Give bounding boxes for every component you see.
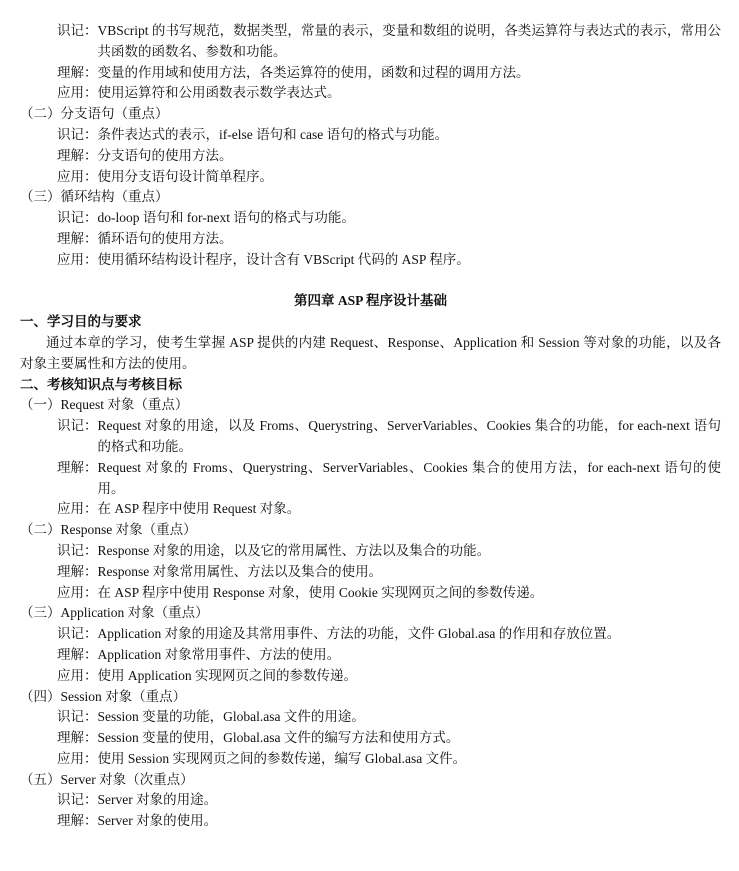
item-label: 理解： [57,147,98,163]
item-text: Application 对象的用途及其常用事件、方法的功能，文件 Global.asa 的作用和存放位置。 [97,626,621,642]
list-item [20,229,721,250]
item-text: do-loop 语句和 for-next 语句的格式与功能。 [97,210,355,226]
item-text: Session 变量的使用，Global.asa 文件的编写方法和使用方式。 [97,730,460,746]
list-item [20,790,721,811]
item-text: 在 ASP 程序中使用 Request 对象。 [97,501,301,517]
section-heading-request: （一）Request 对象（重点） [20,397,189,413]
goal-heading: 一、学习目的与要求 [20,314,142,330]
item-text: Session 变量的功能，Global.asa 文件的用途。 [97,709,365,725]
item-text: 条件表达式的表示，if-else 语句和 case 语句的格式与功能。 [97,126,449,142]
section-heading-loop: （三）循环结构（重点） [20,189,169,205]
item-label: 识记： [57,126,98,142]
list-item [20,208,721,229]
item-label: 理解： [57,64,98,80]
item-text: 循环语句的使用方法。 [97,230,233,246]
item-label: 应用： [57,251,98,267]
list-item [20,541,721,562]
item-text: 使用分支语句设计简单程序。 [97,168,273,184]
item-text: Application 对象常用事件、方法的使用。 [97,646,341,662]
item-label: 理解： [57,459,98,475]
exam-heading: 二、考核知识点与考核目标 [20,376,182,392]
item-text: 分支语句的使用方法。 [97,147,233,163]
list-item [20,811,721,832]
list-item [20,125,721,146]
list-item [20,83,721,104]
list-item [20,707,721,728]
item-text: VBScript 的书写规范，数据类型，常量的表示，变量和数组的说明，各类运算符与表达式的表示，常用公共函数的函数名、参数和功能。 [97,23,721,59]
item-text: 使用 Session 实现网页之间的参数传递，编写 Global.asa 文件。 [97,750,467,766]
item-label: 理解： [57,646,98,662]
item-label: 识记： [57,542,98,558]
item-label: 识记： [57,792,98,808]
item-label: 识记： [57,23,98,38]
section-heading-application: （三）Application 对象（重点） [20,605,209,621]
item-label: 识记： [57,626,98,642]
list-item [20,250,721,271]
item-text: Server 对象的用途。 [97,792,218,808]
list-item [20,499,721,520]
item-label: 理解： [57,230,98,246]
item-label: 应用： [57,584,98,600]
goal-paragraph: 通过本章的学习，使考生掌握 ASP 提供的内建 Request、Response、Application 和 Session 等对象的功能，以及各对象主要属性和方法的使用。 [20,334,721,371]
item-text: 使用循环结构设计程序，设计含有 VBScript 代码的 ASP 程序。 [97,251,470,267]
item-text: Server 对象的使用。 [97,813,218,829]
item-label: 应用： [57,501,98,517]
list-item [20,749,721,770]
item-label: 应用： [57,667,98,683]
section-heading-branch: （二）分支语句（重点） [20,106,169,122]
section-heading-server: （五）Server 对象（次重点） [20,771,194,787]
list-item [20,63,721,84]
item-label: 应用： [57,750,98,766]
item-text: 在 ASP 程序中使用 Response 对象，使用 Cookie 实现网页之间的参数传递。 [97,584,544,600]
item-label: 理解： [57,563,98,579]
item-label: 理解： [57,730,98,746]
item-text: Request 对象的用途，以及 Froms、Querystring、ServerVariables、Cookies 集合的功能，for each-next 语句的格式和功能。 [97,418,721,454]
list-item [20,624,721,645]
item-label: 识记： [57,418,98,434]
list-item [20,21,721,63]
list-item [20,562,721,583]
chapter-title: 第四章 ASP 程序设计基础 [293,293,447,309]
section-heading-session: （四）Session 对象（重点） [20,688,187,704]
list-item [20,458,721,500]
list-item [20,416,721,458]
item-label: 应用： [57,168,98,184]
item-text: 变量的作用域和使用方法，各类运算符的使用，函数和过程的调用方法。 [97,64,530,80]
item-label: 理解： [57,813,98,829]
list-item [20,645,721,666]
list-item [20,666,721,687]
item-text: 使用 Application 实现网页之间的参数传递。 [97,667,357,683]
item-text: Request 对象的 Froms、Querystring、ServerVariables、Cookies 集合的使用方法，for each-next 语句的使用。 [97,459,721,496]
section-heading-response: （二）Response 对象（重点） [20,522,197,538]
list-item [20,167,721,188]
list-item [20,146,721,167]
list-item [20,728,721,749]
list-item [20,583,721,604]
item-text: Response 对象的用途，以及它的常用属性、方法以及集合的功能。 [97,542,491,558]
item-text: Response 对象常用属性、方法以及集合的使用。 [97,563,383,579]
item-label: 识记： [57,709,98,725]
item-text: 使用运算符和公用函数表示数学表达式。 [97,85,341,101]
item-label: 应用： [57,85,98,101]
item-label: 识记： [57,210,98,226]
